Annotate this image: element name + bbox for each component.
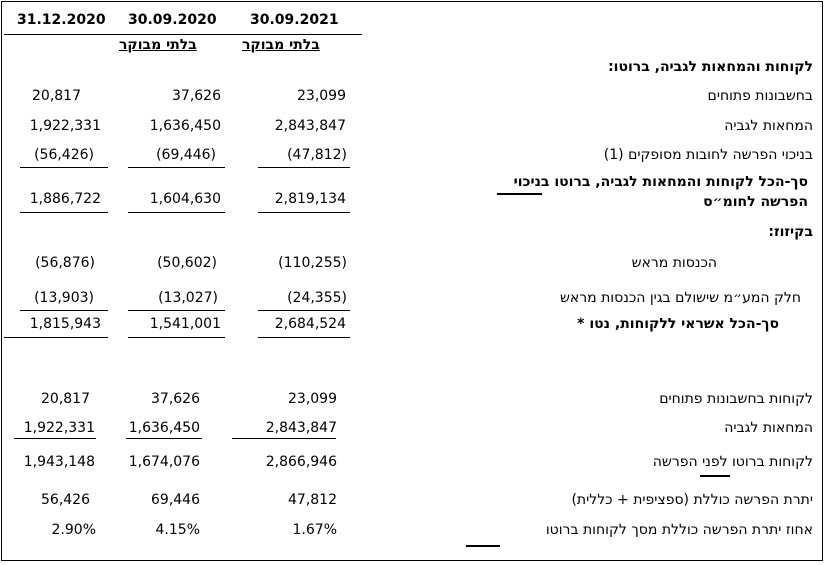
- cell: (13,027): [158, 290, 218, 306]
- header-rule: [4, 34, 362, 35]
- cell: 69,446: [151, 492, 200, 508]
- cell: 37,626: [151, 391, 200, 407]
- cell: 1,541,001: [149, 316, 221, 332]
- double-rule: [258, 337, 350, 338]
- cell: 1,636,450: [149, 118, 221, 134]
- cell: 20,817: [41, 391, 90, 407]
- subtotal-rule: [20, 212, 108, 213]
- cell: (69,446): [156, 147, 216, 163]
- subtotal-rule: [128, 212, 225, 213]
- emphasis-underline: [700, 475, 730, 477]
- subtotal-rule: [20, 310, 108, 311]
- col-header-dec-2020: 31.12.2020: [17, 12, 106, 28]
- row-label: לקוחות ברוטו לפני הפרשה: [652, 454, 813, 470]
- col-status-sep-2020: בלתי מבוקר: [119, 37, 197, 53]
- cell: (24,355): [287, 290, 347, 306]
- subtotal-rule: [128, 310, 225, 311]
- cell: 2.90%: [51, 522, 96, 538]
- emphasis-underline: [497, 193, 542, 195]
- cell: 2,684,524: [274, 316, 346, 332]
- col-header-sep-2020: 30.09.2020: [128, 12, 217, 28]
- subtotal-rule: [126, 438, 202, 439]
- cell: 1,674,076: [128, 454, 200, 470]
- cell: 4.15%: [155, 522, 200, 538]
- double-rule: [128, 337, 225, 338]
- cell: 1,636,450: [128, 420, 200, 436]
- row-label: אחוז יתרת הפרשה כוללת מסך לקוחות ברוטו: [545, 522, 813, 538]
- cell: (56,426): [34, 147, 94, 163]
- subtotal-rule: [258, 212, 350, 213]
- section-title-gross: לקוחות והמחאות לגביה, ברוטו:: [608, 59, 813, 75]
- cell: 1,815,943: [29, 316, 101, 332]
- cell: (47,812): [287, 147, 347, 163]
- row-label: יתרת הפרשה כוללת (ספציפית + כללית): [571, 492, 813, 508]
- cell: 2,819,134: [274, 191, 346, 207]
- cell: (110,255): [278, 255, 347, 271]
- subtotal-rule: [20, 167, 108, 168]
- cell: 23,099: [288, 391, 337, 407]
- cell: 1,886,722: [29, 191, 101, 207]
- row-label: לקוחות בחשבונות פתוחים: [659, 391, 813, 407]
- cell: 2,866,946: [265, 454, 337, 470]
- cell: 1,943,148: [23, 454, 95, 470]
- table-frame: [1, 1, 823, 561]
- emphasis-underline: [466, 545, 500, 547]
- cell: (56,876): [35, 255, 95, 271]
- cell: 2,843,847: [265, 420, 337, 436]
- cell: 37,626: [172, 88, 221, 104]
- cell: (13,903): [34, 290, 94, 306]
- net-total-label: סך-הכל אשראי ללקוחות, נטו *: [577, 316, 779, 332]
- subtotal-rule: [14, 438, 96, 439]
- subtotal-rule: [232, 438, 336, 439]
- col-status-sep-2021: בלתי מבוקר: [242, 37, 320, 53]
- row-label: המחאות לגביה: [724, 118, 813, 134]
- cell: (50,602): [157, 255, 217, 271]
- cell: 20,817: [32, 88, 81, 104]
- row-label: הכנסות מראש: [631, 255, 717, 271]
- subtotal-rule: [128, 167, 225, 168]
- subtotal-rule: [258, 167, 350, 168]
- col-header-sep-2021: 30.09.2021: [250, 12, 339, 28]
- total-gross-label-1: סך-הכל לקוחות והמחאות לגביה, ברוטו בניכוי: [513, 174, 808, 190]
- total-gross-label-2: הפרשה לחומ״ס: [703, 194, 808, 210]
- row-label: המחאות לגביה: [724, 420, 813, 436]
- cell: 1,922,331: [23, 420, 95, 436]
- subtotal-rule: [258, 310, 350, 311]
- cell: 1.67%: [292, 522, 337, 538]
- section-title-offset: בקיזוז:: [768, 224, 813, 240]
- cell: 1,604,630: [149, 191, 221, 207]
- double-rule: [4, 337, 108, 338]
- cell: 1,922,331: [29, 118, 101, 134]
- cell: 47,812: [288, 492, 337, 508]
- row-label: חלק המע״מ שישולם בגין הכנסות מראש: [559, 290, 801, 306]
- cell: 56,426: [41, 492, 90, 508]
- row-label: בחשבונות פתוחים: [707, 88, 813, 104]
- row-label: בניכוי הפרשה לחובות מסופקים (1): [603, 147, 813, 163]
- cell: 23,099: [297, 88, 346, 104]
- cell: 2,843,847: [274, 118, 346, 134]
